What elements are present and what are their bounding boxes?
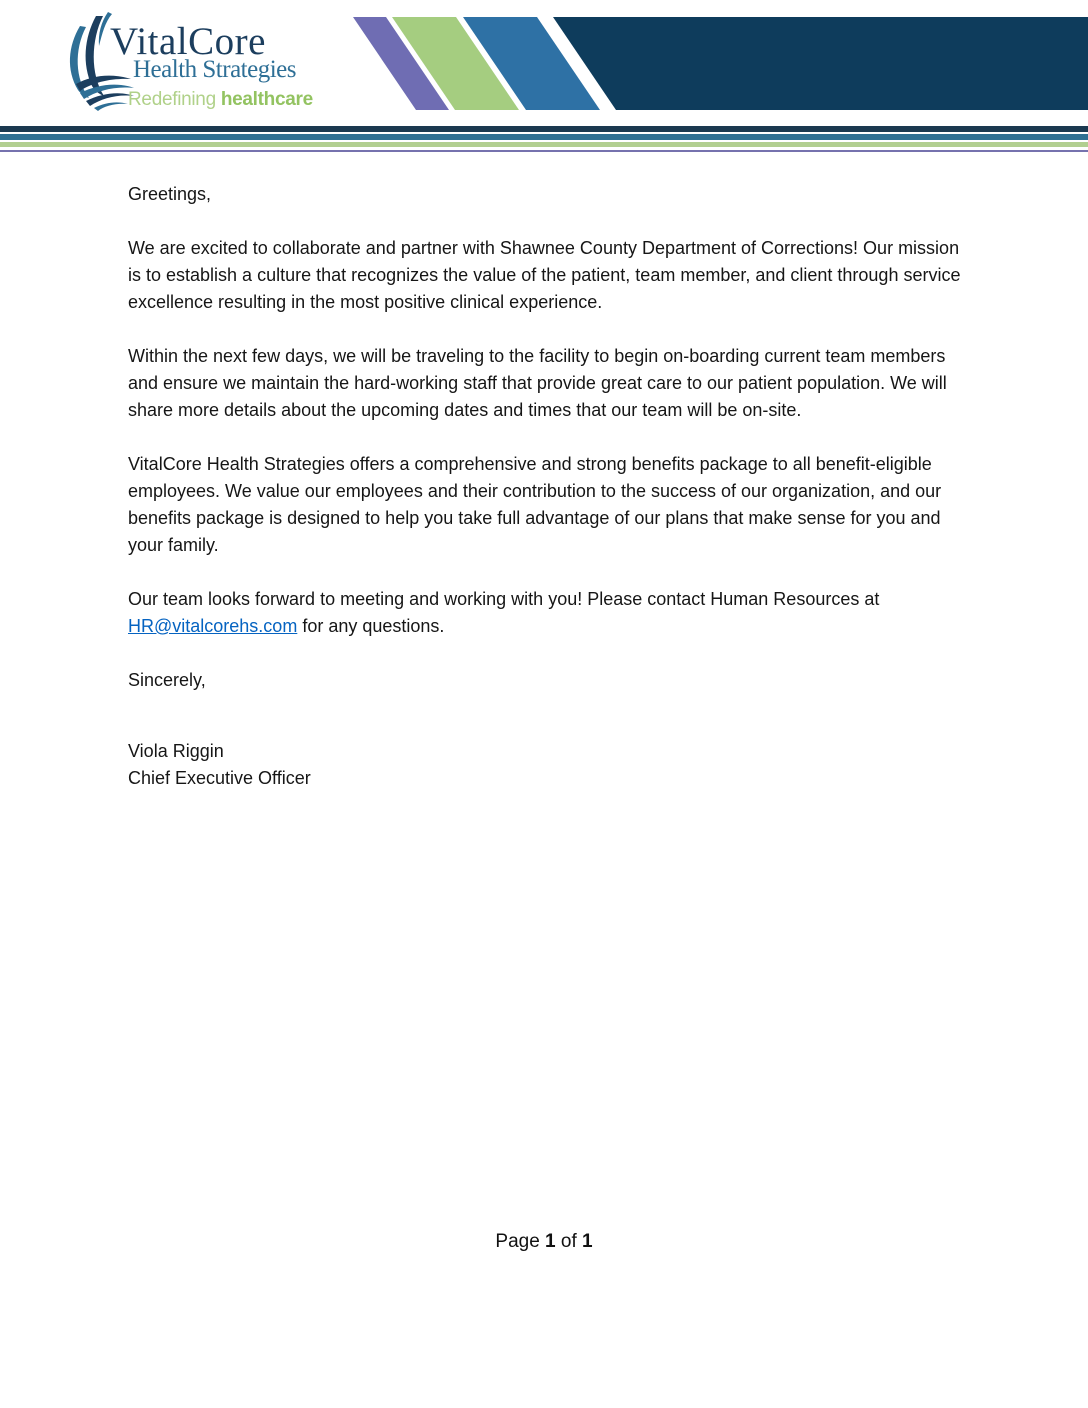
hr-email-link[interactable]: HR@vitalcorehs.com <box>128 616 298 636</box>
divider-stripe-purple <box>0 150 1088 152</box>
letter-body <box>128 181 961 792</box>
logo-tagline-bold: healthcare <box>220 89 313 110</box>
divider-stripe-navy <box>0 126 1088 132</box>
footer-page-number: 1 <box>545 1231 556 1252</box>
logo-company-name: VitalCore <box>110 20 266 63</box>
divider-stripe-blue <box>0 134 1088 140</box>
paragraph-contact <box>128 586 961 640</box>
salutation: Greetings, <box>128 184 212 204</box>
signature-title: Chief Executive Officer <box>128 768 311 788</box>
logo-tagline-light: Redefining <box>128 89 221 110</box>
logo-tagline <box>128 89 313 111</box>
footer-page-label: Page <box>495 1231 546 1252</box>
paragraph-onboarding: Within the next few days, we will be traveling to the facility to begin on-boarding current team members and ensure we maintain the hard-working staff that provide great care to our patient population. We will share more details about the upcoming dates and times that our team will be on-site. <box>128 346 947 420</box>
paragraph-mission: We are excited to collaborate and partner with Shawnee County Department of Corrections! Our mission is to establish a culture that recognizes the value of the patient, team member, and client through service excellence resulting in the most positive clinical experience. <box>128 238 961 312</box>
banner-stripes-graphic <box>340 17 1088 110</box>
divider-stripe-green <box>0 142 1088 147</box>
banner-block-navy <box>553 17 1088 110</box>
contact-text-before: Our team looks forward to meeting and working with you! Please contact Human Resources at <box>128 589 880 609</box>
signature-name: Viola Riggin <box>128 741 224 761</box>
page-footer <box>0 1230 1088 1254</box>
footer-of-label: of <box>555 1231 583 1252</box>
logo-subtitle: Health Strategies <box>133 56 296 83</box>
closing: Sincerely, <box>128 670 206 690</box>
paragraph-benefits: VitalCore Health Strategies offers a comprehensive and strong benefits package to all benefit-eligible employees. We value our employees and their contribution to the success of our organization, and our benefits package is designed to help you take full advantage of our plans that make sense for you and your family. <box>128 454 942 555</box>
footer-page-total: 1 <box>582 1231 593 1252</box>
contact-text-after: for any questions. <box>297 616 445 636</box>
